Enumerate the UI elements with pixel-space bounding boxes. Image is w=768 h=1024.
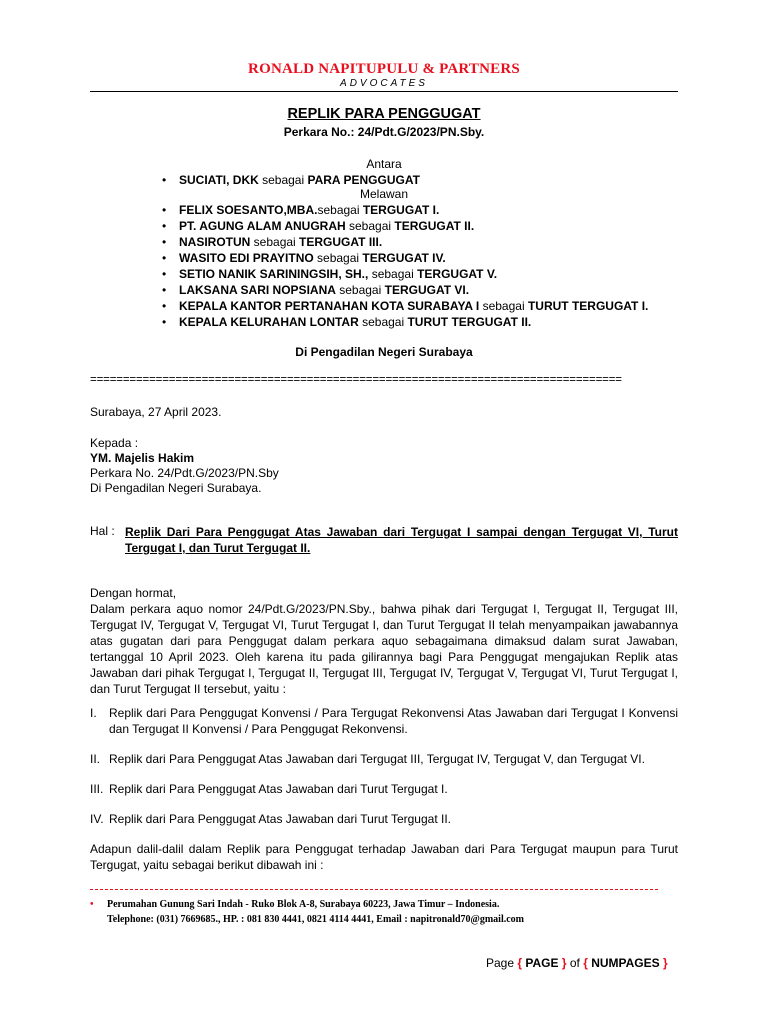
party-role: TURUT TERGUGAT I. bbox=[527, 299, 649, 313]
field-brace: { bbox=[583, 956, 588, 970]
item-number: IV. bbox=[90, 812, 104, 826]
party-as: sebagai bbox=[479, 299, 528, 313]
court-name: Di Pengadilan Negeri Surabaya bbox=[295, 345, 473, 359]
bullet-icon: • bbox=[162, 251, 167, 265]
firm-subtitle: ADVOCATES bbox=[340, 78, 428, 89]
party-name: WASITO EDI PRAYITNO bbox=[179, 251, 314, 265]
item-text: Replik dari Para Penggugat Atas Jawaban dari Turut Tergugat II. bbox=[109, 812, 451, 826]
party-name: SETIO NANIK SARININGSIH, SH., bbox=[179, 267, 369, 281]
page-number-field bbox=[486, 956, 668, 970]
subject-main: Replik Dari Para Penggugat Atas Jawaban dari Tergugat I sampai dengan Tergugat VI, Turut Tergugat I, dan Turut Tergugat II bbox=[125, 525, 678, 555]
party-name: KEPALA KANTOR PERTANAHAN KOTA SURABAYA I bbox=[179, 299, 480, 313]
footer-address: Perumahan Gunung Sari Indah - Ruko Blok A-8, Surabaya 60223, Jawa Timur – Indonesia. bbox=[107, 899, 500, 910]
subject-end: . bbox=[307, 541, 311, 555]
party-name: FELIX SOESANTO,MBA. bbox=[179, 203, 318, 217]
footer-contact: Telephone: (031) 7669685., HP. : 081 830 4441, 0821 4114 4441, Email : napitronald70@gmail.com bbox=[107, 914, 525, 925]
page-code: PAGE bbox=[522, 956, 562, 970]
body-intro bbox=[90, 585, 678, 697]
firm-name: RONALD NAPITUPULU & PARTNERS bbox=[248, 61, 520, 77]
case-number: Perkara No.: 24/Pdt.G/2023/PN.Sby. bbox=[283, 125, 485, 139]
party-as: sebagai bbox=[345, 219, 395, 233]
item-number: II. bbox=[90, 752, 101, 766]
item-text: Replik dari Para Penggugat Atas Jawaban dari Tergugat III, Tergugat IV, Tergugat V, dan Tergugat VI. bbox=[109, 752, 645, 766]
antara-label: Antara bbox=[366, 157, 402, 171]
party-name: KEPALA KELURAHAN LONTAR bbox=[179, 315, 359, 329]
bullet-icon: • bbox=[162, 219, 167, 233]
party-as: sebagai bbox=[250, 235, 300, 249]
of-word: of bbox=[566, 956, 584, 970]
addressee-case: Perkara No. 24/Pdt.G/2023/PN.Sby bbox=[90, 466, 279, 480]
bullet-icon: • bbox=[162, 283, 167, 297]
field-brace: { bbox=[517, 956, 523, 970]
item-text: Replik dari Para Penggugat Konvensi / Para Tergugat Rekonvensi Atas Jawaban dari Tergugat I Konvensi dan Tergugat II Konvensi / Para Penggugat Rekonvensi. bbox=[109, 706, 678, 736]
field-brace: } bbox=[561, 956, 567, 970]
addressee-court: Di Pengadilan Negeri Surabaya. bbox=[90, 481, 262, 495]
item-text: Replik dari Para Penggugat Atas Jawaban dari Turut Tergugat I. bbox=[109, 782, 448, 796]
bullet-icon: • bbox=[162, 173, 167, 187]
party-role: TERGUGAT I. bbox=[362, 203, 440, 217]
party-name: SUCIATI, DKK bbox=[179, 173, 259, 187]
bullet-icon: • bbox=[162, 235, 167, 249]
place-date: Surabaya, 27 April 2023. bbox=[90, 405, 222, 419]
party-name: PT. AGUNG ALAM ANUGRAH bbox=[179, 219, 346, 233]
subject-text bbox=[125, 524, 678, 556]
addressee: YM. Majelis Hakim bbox=[90, 451, 195, 465]
document-title: REPLIK PARA PENGGUGAT bbox=[287, 106, 481, 122]
party-as: sebagai bbox=[335, 283, 385, 297]
intro-paragraph: Dalam perkara aquo nomor 24/Pdt.G/2023/PN.Sby., bahwa pihak dari Tergugat I, Tergugat II, Tergugat III, Tergugat IV, Tergugat V, Tergugat VI, Turut Tergugat I, dan Turut Tergugat II telah menyampaikan jawabannya atas gugatan dari para Penggugat dalam perkara aquo sebagaimana dimaksud dalam surat Jawaban, tertanggal 10 April 2023. Oleh karena itu pada gilirannya bagi Para Penggugat mengajukan Replik atas Jawaban dari pihak Tergugat I, Tergugat II, Tergugat III, Tergugat IV, Tergugat V, Tergugat VI, Turut Tergugat I, dan Turut Tergugat II tersebut, yaitu : bbox=[90, 602, 678, 696]
party-name: LAKSANA SARI NOPSIANA bbox=[179, 283, 336, 297]
party-as: sebagai bbox=[368, 267, 418, 281]
bullet-icon: • bbox=[162, 315, 167, 329]
page-word: Page bbox=[486, 956, 518, 970]
party-role: TURUT TERGUGAT II. bbox=[407, 315, 532, 329]
closing-paragraph: Adapun dalil-dalil dalam Replik para Penggugat terhadap Jawaban dari Para Tergugat maupun para Turut Tergugat, yaitu sebagai berikut dibawah ini : bbox=[90, 842, 678, 872]
party-name: NASIROTUN bbox=[179, 235, 251, 249]
party-role: TERGUGAT III. bbox=[299, 235, 383, 249]
field-brace: } bbox=[662, 956, 668, 970]
party-role: TERGUGAT V. bbox=[417, 267, 498, 281]
bullet-icon: • bbox=[162, 203, 167, 217]
numpages-code: NUMPAGES bbox=[587, 956, 663, 970]
party-role: PARA PENGGUGAT bbox=[307, 173, 420, 187]
item-number: III. bbox=[90, 782, 104, 796]
to-label: Kepada : bbox=[90, 436, 139, 450]
separator-line: ================================================================================= bbox=[90, 374, 622, 386]
bullet-icon: • bbox=[162, 299, 167, 313]
item-number: I. bbox=[90, 706, 97, 720]
letterhead-rule bbox=[90, 91, 678, 92]
subject-label: Hal : bbox=[90, 524, 115, 538]
melawan-label: Melawan bbox=[359, 187, 409, 201]
party-as: sebagai bbox=[317, 203, 363, 217]
bullet-icon: • bbox=[162, 267, 167, 281]
party-as: sebagai bbox=[358, 315, 408, 329]
party-as: sebagai bbox=[313, 251, 363, 265]
footer-bullet-icon: • bbox=[90, 899, 94, 910]
party-role: TERGUGAT II. bbox=[394, 219, 475, 233]
greeting: Dengan hormat, bbox=[90, 586, 177, 600]
footer-rule bbox=[90, 889, 658, 890]
party-as: sebagai bbox=[258, 173, 308, 187]
party-role: TERGUGAT IV. bbox=[362, 251, 446, 265]
party-role: TERGUGAT VI. bbox=[384, 283, 470, 297]
